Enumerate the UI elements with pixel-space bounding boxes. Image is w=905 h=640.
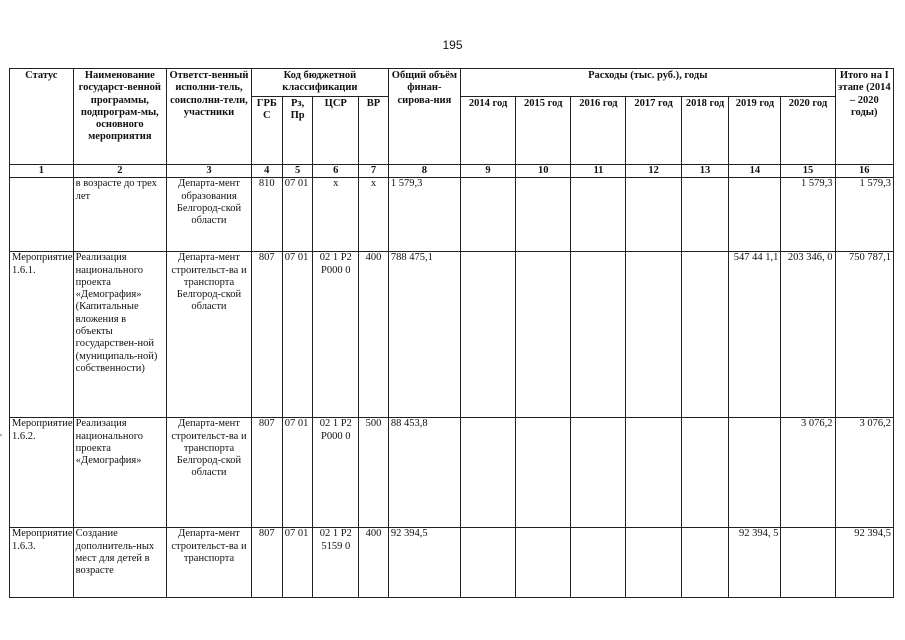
column-number: 10 — [516, 165, 571, 178]
header-program-name: Наименование государст-венной программы, подпрограм-мы, основного мероприятия — [73, 69, 166, 165]
column-number: 8 — [388, 165, 460, 178]
cell-name: в возрасте до трех лет — [73, 178, 166, 252]
cell-year-2020: 1 579,3 — [781, 178, 835, 252]
cell-vr: 400 — [359, 252, 389, 418]
header-year: 2018 год — [681, 97, 729, 165]
cell-total: 92 394,5 — [835, 528, 893, 598]
header-executor: Ответст-венный исполни-тель, соисполни-тели, участники — [167, 69, 252, 165]
cell-volume: 788 475,1 — [388, 252, 460, 418]
cell-year-2016 — [571, 178, 626, 252]
column-number: 3 — [167, 165, 252, 178]
header-year: 2015 год — [516, 97, 571, 165]
cell-year-2018 — [681, 418, 729, 528]
cell-volume: 88 453,8 — [388, 418, 460, 528]
header-vr: ВР — [359, 97, 389, 165]
table-row — [10, 252, 894, 418]
table-row — [10, 178, 894, 252]
cell-name: Реализация национального проекта «Демография» (Капитальные вложения в объекты государствен-ной (муниципаль-ной) собственности) — [73, 252, 166, 418]
cell-year-2018 — [681, 178, 729, 252]
table-row — [10, 418, 894, 528]
cell-executor: Департа-мент образования Белгород-ской области — [167, 178, 252, 252]
cell-year-2016 — [571, 252, 626, 418]
cell-status — [10, 178, 74, 252]
header-rz-pr: Рз, Пр — [282, 97, 313, 165]
cell-status: Мероприятие 1.6.3. — [10, 528, 74, 598]
budget-table — [9, 68, 894, 598]
cell-csr: 02 1 P2 5159 0 — [313, 528, 359, 598]
cell-year-2016 — [571, 418, 626, 528]
column-number: 2 — [73, 165, 166, 178]
cell-year-2020: 3 076,2 — [781, 418, 835, 528]
cell-volume: 92 394,5 — [388, 528, 460, 598]
header-stage-total: Итого на I этапе (2014 – 2020 годы) — [835, 69, 893, 165]
column-number: 11 — [571, 165, 626, 178]
cell-vr: х — [359, 178, 389, 252]
cell-rzpr: 07 01 — [282, 528, 313, 598]
cell-csr: 02 1 P2 P000 0 — [313, 252, 359, 418]
column-number: 15 — [781, 165, 835, 178]
cell-vr: 400 — [359, 528, 389, 598]
cell-csr: 02 1 P2 P000 0 — [313, 418, 359, 528]
cell-year-2014 — [460, 418, 515, 528]
cell-csr: х — [313, 178, 359, 252]
cell-year-2019 — [729, 178, 781, 252]
column-number: 7 — [359, 165, 389, 178]
cell-year-2017 — [626, 418, 681, 528]
header-status: Статус — [10, 69, 74, 165]
cell-total: 750 787,1 — [835, 252, 893, 418]
cell-rzpr: 07 01 — [282, 252, 313, 418]
cell-rzpr: 07 01 — [282, 418, 313, 528]
header-total-volume: Общий объём финан-сирова-ния — [388, 69, 460, 165]
cell-executor: Департа-мент строительст-ва и транспорта Белгород-ской области — [167, 418, 252, 528]
cell-year-2014 — [460, 252, 515, 418]
header-budget-code: Код бюджетной классификации — [251, 69, 388, 97]
cell-year-2015 — [516, 528, 571, 598]
cell-year-2016 — [571, 528, 626, 598]
cell-volume: 1 579,3 — [388, 178, 460, 252]
cell-year-2019: 92 394, 5 — [729, 528, 781, 598]
scan-edge-mark: ' — [0, 432, 2, 444]
cell-grbs: 810 — [251, 178, 282, 252]
cell-rzpr: 07 01 — [282, 178, 313, 252]
cell-executor: Департа-мент строительст-ва и транспорта — [167, 528, 252, 598]
header-grbs: ГРБ С — [251, 97, 282, 165]
cell-year-2019: 547 44 1,1 — [729, 252, 781, 418]
column-number: 16 — [835, 165, 893, 178]
cell-year-2015 — [516, 178, 571, 252]
cell-status: Мероприятие 1.6.2. — [10, 418, 74, 528]
page-number: 195 — [442, 38, 463, 52]
header-expenses: Расходы (тыс. руб.), годы — [460, 69, 835, 97]
column-number: 14 — [729, 165, 781, 178]
cell-year-2017 — [626, 178, 681, 252]
cell-total: 1 579,3 — [835, 178, 893, 252]
cell-year-2015 — [516, 252, 571, 418]
cell-grbs: 807 — [251, 528, 282, 598]
cell-year-2020: 203 346, 0 — [781, 252, 835, 418]
cell-year-2017 — [626, 528, 681, 598]
cell-year-2018 — [681, 528, 729, 598]
column-number: 12 — [626, 165, 681, 178]
header-year: 2019 год — [729, 97, 781, 165]
cell-year-2014 — [460, 528, 515, 598]
column-number: 1 — [10, 165, 74, 178]
header-year: 2016 год — [571, 97, 626, 165]
header-year: 2014 год — [460, 97, 515, 165]
column-number: 9 — [460, 165, 515, 178]
column-number: 6 — [313, 165, 359, 178]
cell-year-2020 — [781, 528, 835, 598]
cell-year-2015 — [516, 418, 571, 528]
table-row — [10, 528, 894, 598]
cell-year-2018 — [681, 252, 729, 418]
column-number: 5 — [282, 165, 313, 178]
cell-vr: 500 — [359, 418, 389, 528]
cell-executor: Департа-мент строительст-ва и транспорта Белгород-ской области — [167, 252, 252, 418]
column-number: 13 — [681, 165, 729, 178]
cell-status: Мероприятие 1.6.1. — [10, 252, 74, 418]
header-year: 2020 год — [781, 97, 835, 165]
header-year: 2017 год — [626, 97, 681, 165]
column-number-row — [10, 165, 894, 178]
column-number: 4 — [251, 165, 282, 178]
cell-total: 3 076,2 — [835, 418, 893, 528]
cell-name: Создание дополнитель-ных мест для детей в возрасте — [73, 528, 166, 598]
cell-year-2014 — [460, 178, 515, 252]
cell-name: Реализация национального проекта «Демография» — [73, 418, 166, 528]
cell-year-2017 — [626, 252, 681, 418]
header-csr: ЦСР — [313, 97, 359, 165]
cell-year-2019 — [729, 418, 781, 528]
cell-grbs: 807 — [251, 418, 282, 528]
cell-grbs: 807 — [251, 252, 282, 418]
